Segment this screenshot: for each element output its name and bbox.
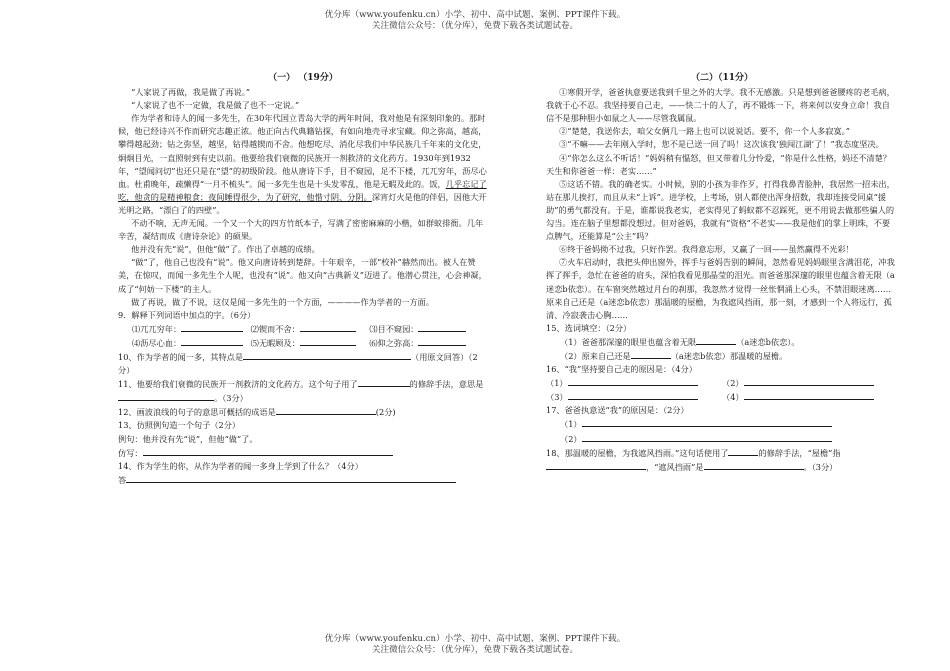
answer-blank[interactable] (243, 350, 411, 360)
passage-paragraph: 不动不响，无声无闻。一个又一个大的四方竹纸本子，写满了密密麻麻的小楷，如群蚁排衙。几年辛苦，凝结而成《唐诗杂论》的硕果。 (118, 218, 484, 242)
question-15-2: （2）原来自己还是 （a迷恋b依恋）那温暖的屋檐。 (560, 350, 788, 361)
passage-text: 深宵灯火是他的伴侣，因他大开光明之路，“漂白了的四壁”。 (118, 191, 487, 215)
answer-blank[interactable] (744, 376, 874, 386)
passage-paragraph: ②“楚楚，我送你去，咱父女俩几一路上也可以说说话。要不，你一个人多寂寞。” (559, 126, 850, 137)
passage-paragraph: ③“不嘛——去年刚入学时，您不是已送一回了吗！这次该我‘独闯江湖’了！”我态度坚决。 (559, 139, 884, 150)
footer-line-2: 关注微信公众号：（优分库），免费下载各类试题试卷。 (371, 645, 579, 655)
answer-blank[interactable] (358, 377, 410, 387)
question-11: 11、他要给我们衰微的民族开一剂救济的文化药方。这个句子用了 的修辞手法，意思是。（3分） (118, 379, 484, 404)
answer-blank[interactable] (728, 446, 758, 456)
passage-paragraph: ⑥终于爸妈拗不过我，只好作罢。我得意忘形，又赢了一回——虽然赢得不光彩！ (559, 244, 854, 255)
answer-blank[interactable] (118, 391, 214, 401)
section-two-title: （二）（11分） (690, 73, 754, 83)
answer-blank[interactable] (582, 432, 832, 442)
answer-blank[interactable] (568, 390, 698, 400)
footer-line-1: 优分库（www.youfenku.cn）小学、初中、高中试题、案例、PPT课件下载。 (324, 634, 626, 644)
answer-blank[interactable] (143, 446, 393, 456)
passage-paragraph: ④“你怎么这么不听话！”妈妈稍有愠怒，但又带着几分怜爱，“你是什么性格，妈还不清楚？天生和你爸爸一样：老实……” (546, 152, 891, 176)
question-9-row: ⑷沥尽心血： ⑸无暇顾及： ⑹仰之弥高： (118, 336, 488, 350)
header-line-1: 优分库（www.youfenku.cn）小学、初中、高中试题、案例、PPT课件下载。 (324, 10, 626, 20)
answer-blank[interactable] (276, 405, 376, 415)
question-12: 12、画波浪线的句子的意思可概括的成语是 (2分) (118, 407, 396, 418)
section-one-title: （一） （19分） (268, 73, 338, 83)
section-two (546, 72, 898, 474)
passage-paragraph (118, 112, 488, 217)
question-17-2: （2） (546, 432, 898, 446)
answer-blank[interactable] (631, 349, 671, 359)
passage-paragraph: ①寒假开学，爸爸执意要送我到千里之外的大学。我不无感激。只是想到爸爸腰疼的老毛病，我就于心不忍。我坚持要自己走，——快二十的人了，再不锻炼一下，将来何以安身立命！我自信不是那种胆小如鼠之人——尽管我属鼠。 (546, 87, 895, 124)
passage-paragraph: ⑦火车启动时，我把头伸出窗外，挥手与爸妈告别的瞬间，忽然看见妈妈眼里含满泪花，冲我挥了挥手，急忙在爸爸的肩头，深怕我看见那晶莹的泪光。而爸爸那深邃的眼里也蕴含着无限（a迷恋b依恋）。在车窗突然越过月台的刹那，我忽然才觉得一丝怅惘涌上心头，不禁泪眼迷离……原来自己还是（a迷恋b依恋）那温暖的屋檐，为我遮风挡雨，那一刻，才感到一个人将远行，孤清、冷寂袭击心胸…… (546, 257, 895, 320)
question-17: 17、爸爸执意送“我”的原因是：（2分） (546, 405, 689, 416)
passage-paragraph: 他并没有先“说”，但他“做”了。作出了卓越的成绩。 (131, 244, 320, 255)
question-14: 14、作为学生的你，从作为学者的闻一多身上学到了什么？（4分） (118, 460, 363, 471)
answer-blank[interactable] (418, 322, 466, 332)
passage-text: 作为学者和诗人的闻一多先生，在30年代国立青岛大学的两年时间，我对他是有深刻印象的。那时候，他已经诗兴不作而研究志趣正浓。他正向古代典籍钻探，有如向地壳寻求宝藏。仰之弥高，越高，攀得越起劲；钻之弥坚，越坚，钻得越锲而不舍。他想吃尽、消化尽我们中华民族几千年来的文化史，炯炯目光，一直照射到有史以前。他要给我们衰微的民族开一剂救济的文化药方。1930年到1932年，“望闻问切”也还只是在“望”的初级阶段。他从唐诗下手，目不窥园，足不下楼，兀兀穷年，沥尽心血。杜甫晚年，疏懒得“一月不梳头”。闻一多先生也是十头发零乱，他是无暇及此的。饭， (118, 113, 487, 189)
answer-blank[interactable] (568, 376, 698, 386)
answer-blank[interactable] (696, 335, 736, 345)
answer-blank[interactable] (744, 390, 874, 400)
answer-blank[interactable] (704, 460, 804, 470)
question-14-answer: 答 (118, 473, 488, 487)
passage-paragraph: “做”了，他自己也没有“说”。他又向唐诗转到楚辞。十年艰辛，一部“校补”赫然而出。被人在赞美，在惊叹，而闻一多先生个人呢，也没有“说”。他又向“古典新义”迈进了。他潜心贯注，心会神凝，成了“何妨一下楼”的主人。 (118, 257, 487, 294)
answer-blank[interactable] (546, 460, 646, 470)
passage-paragraph: “人家说了再做，我是做了再说。” (131, 87, 251, 98)
wavy-underlined-sentence: 几乎忘记了吃，他贪的是精神粮食；夜间睡得很少，为了研究，他惜寸阴、分阴。 (118, 178, 487, 202)
answer-blank[interactable] (181, 336, 243, 346)
question-16-row: （1） （2） (546, 376, 898, 390)
header-line-2: 关注微信公众号：（优分库），免费下载各类试题试卷。 (371, 21, 579, 31)
answer-blank[interactable] (181, 322, 243, 332)
question-17-1: （1） (546, 417, 898, 431)
answer-blank[interactable] (300, 322, 356, 332)
question-10: 10、作为学者的闻一多，其特点是 （用原文回答）（2分） (118, 351, 478, 376)
passage-paragraph: 做了再说，做了不说，这仅是闻一多先生的一个方面，————作为学者的一方面。 (131, 296, 435, 307)
section-one (118, 72, 488, 487)
page-header (0, 10, 950, 32)
question-18: 18、那温暖的屋檐，为我遮风挡雨。”这句话使用了 的修辞手法，“屋檐”指，“遮风挡雨”是 。（3分） (546, 447, 841, 472)
answer-blank[interactable] (126, 473, 456, 483)
question-15-1: （1）爸爸那深邃的眼里也蕴含着无限 （a迷恋b依恋）。 (560, 336, 800, 347)
answer-blank[interactable] (300, 336, 356, 346)
page-footer (0, 634, 950, 656)
question-9: 9．解释下列词语中加点的字。（6分） (118, 309, 256, 320)
answer-blank[interactable] (418, 336, 466, 346)
answer-blank[interactable] (582, 417, 832, 427)
question-13-example: 例句：他并没有先“说”，但他“做”了。 (118, 433, 258, 444)
passage-paragraph: “人家说了也不一定做，我是做了也不一定说。” (131, 100, 300, 111)
question-9-row: ⑴兀兀穷年： ⑵锲而不舍： ⑶目不窥园： (118, 322, 488, 336)
question-16: 16、“我”坚持要自己走的原因是：（4分） (546, 364, 697, 375)
question-13: 13、仿照例句造一个句子（2分） (118, 420, 241, 431)
question-16-row: （3） （4） (546, 390, 898, 404)
passage-paragraph: ⑤这话不错。我的确老实。小时候，别的小孩为非作歹，打得我鼻青脸肿，我居然一招未出，站在那儿挨打，而且从未“上诉”。进学校，上考场，别人都使出浑身招数，我却连接受同桌“援助”的勇气都没有。于是，谁都说我老实，老实得见了蚂蚁都不忍踩死，更不用说去做那些骗人的勾当。连在脑子里想都没想过。但对爸妈，我就有“资格”不老实——我是他们的掌上明珠，不要点脾气，还能算是“公主”吗？ (546, 178, 895, 242)
question-15: 15、选词填空：（2分） (546, 322, 632, 333)
question-13-imitation: 仿写： (118, 446, 488, 460)
